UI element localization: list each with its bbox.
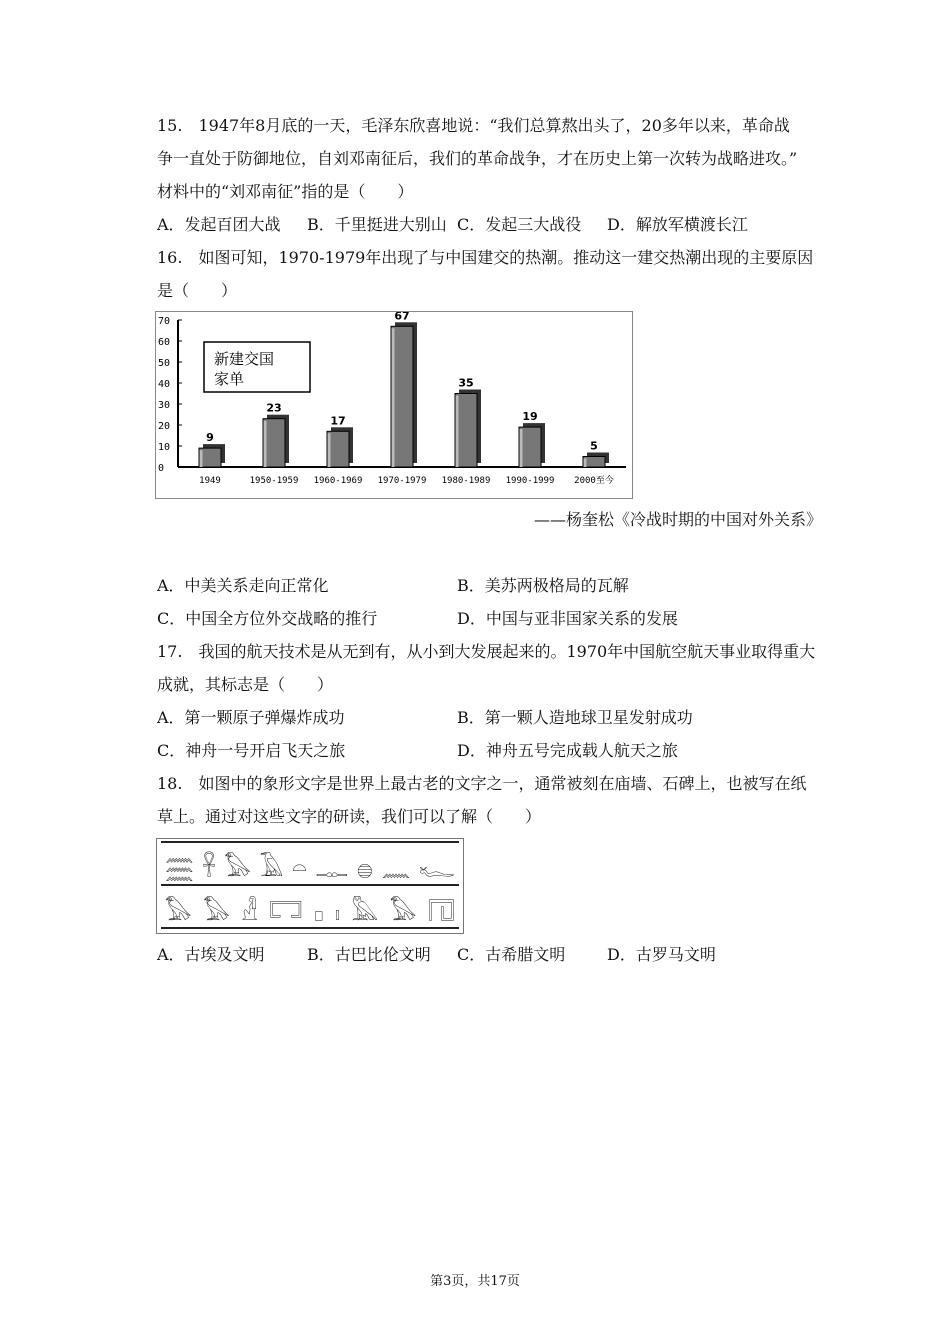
bar-value-label: 9	[206, 431, 214, 445]
y-tick-label: 30	[158, 400, 171, 411]
y-tick-label: 50	[158, 358, 171, 369]
x-tick-label: 1980-1989	[441, 476, 491, 486]
bar-value-label: 67	[394, 312, 410, 323]
chart-bars	[199, 312, 614, 486]
q15-number: 15.	[157, 116, 183, 135]
bar-value-label: 5	[590, 439, 598, 453]
q15-line2: 争一直处于防御地位，自刘邓南征后，我们的革命战争，才在历史上第一次转为战略进攻。”	[157, 149, 798, 168]
q18-line1	[157, 773, 806, 795]
q15-line3: 材料中的“刘邓南征”指的是（ ）	[157, 182, 414, 201]
bar-value-label: 23	[266, 401, 282, 415]
q16-number: 16.	[157, 248, 183, 267]
q18-option-a: A．古埃及文明	[157, 945, 265, 964]
q16-line2: 是（ ）	[157, 281, 238, 300]
hieroglyphs-image	[156, 838, 464, 934]
x-tick-label: 1950-1959	[249, 476, 299, 486]
q18-option-d: D．古罗马文明	[607, 945, 716, 964]
y-tick-label: 0	[158, 463, 165, 474]
y-tick-label: 70	[158, 316, 171, 327]
x-tick-label: 1960-1969	[313, 476, 363, 486]
hieroglyph-divider	[161, 884, 459, 886]
y-tick-label: 60	[158, 337, 171, 348]
q18-text1: 如图中的象形文字是世界上最古老的文字之一，通常被刻在庙墙、石碑上，也被写在纸	[198, 774, 807, 793]
q16-option-a: A．中美关系走向正常化	[157, 576, 329, 595]
q17-option-a: A．第一颗原子弹爆炸成功	[157, 708, 345, 727]
q16-text1: 如图可知，1970-1979年出现了与中国建交的热潮。推动这一建交热潮出现的主要原因	[198, 248, 814, 267]
q15-option-a: A．发起百团大战	[157, 215, 281, 234]
hieroglyph-divider	[161, 841, 459, 843]
bar-value-label: 19	[522, 410, 538, 424]
hieroglyph-row-1: 𓈗 𓋹 𓅃 𓄿 𓏏 𓊃 𓐍 𓈖 𓆑	[165, 854, 455, 882]
q17-line2: 成就，其标志是（ ）	[157, 675, 334, 694]
bar-value-label: 17	[330, 414, 346, 428]
x-tick-label: 1949	[199, 476, 221, 486]
q17-number: 17.	[157, 642, 183, 661]
q15-line1	[157, 115, 790, 137]
hieroglyph-row-2: 𓅃 𓅃 𓁐 𓉐 𓊪 𓏤 𓅓 𓅃 𓉔	[165, 898, 455, 926]
y-tick-label: 40	[158, 379, 171, 390]
bar-chart-figure	[155, 311, 633, 499]
x-tick-label: 1970-1979	[377, 476, 427, 486]
q16-line1	[157, 247, 813, 269]
hieroglyph-divider	[161, 927, 459, 929]
chart-source: ——杨奎松《冷战时期的中国对外关系》	[533, 510, 822, 529]
q17-option-c: C．神舟一号开启飞天之旅	[157, 741, 346, 760]
chart-legend-line1: 新建交国	[214, 350, 275, 368]
q18-option-b: B．古巴比伦文明	[307, 945, 431, 964]
y-tick-label: 20	[158, 421, 171, 432]
q18-line2: 草上。通过对这些文字的研读，我们可以了解（ ）	[157, 807, 542, 826]
q16-option-b: B．美苏两极格局的瓦解	[457, 576, 629, 595]
q15-option-c: C．发起三大战役	[457, 215, 582, 234]
y-tick-label: 10	[158, 442, 171, 453]
q15-option-b: B．千里挺进大别山	[307, 215, 447, 234]
x-tick-label: 2000至今	[574, 476, 614, 486]
q17-text1: 我国的航天技术是从无到有，从小到大发展起来的。1970年中国航空航天事业取得重大	[198, 642, 816, 661]
page-footer: 第3页，共17页	[430, 1274, 520, 1289]
bar-value-label: 35	[458, 376, 474, 390]
chart-legend-line2: 家单	[214, 370, 245, 388]
x-tick-label: 1990-1999	[505, 476, 555, 486]
bar-chart	[156, 312, 632, 498]
q18-option-c: C．古希腊文明	[457, 945, 566, 964]
q16-option-c: C．中国全方位外交战略的推行	[157, 609, 378, 628]
q17-line1	[157, 641, 815, 663]
q15-text1: 1947年8月底的一天，毛泽东欣喜地说：“我们总算熬出头了，20多年以来，革命战	[198, 116, 790, 135]
q18-number: 18.	[157, 774, 183, 793]
q17-option-d: D．神舟五号完成载人航天之旅	[457, 741, 678, 760]
q17-option-b: B．第一颗人造地球卫星发射成功	[457, 708, 693, 727]
q16-option-d: D．中国与亚非国家关系的发展	[457, 609, 678, 628]
q15-option-d: D．解放军横渡长江	[607, 215, 748, 234]
